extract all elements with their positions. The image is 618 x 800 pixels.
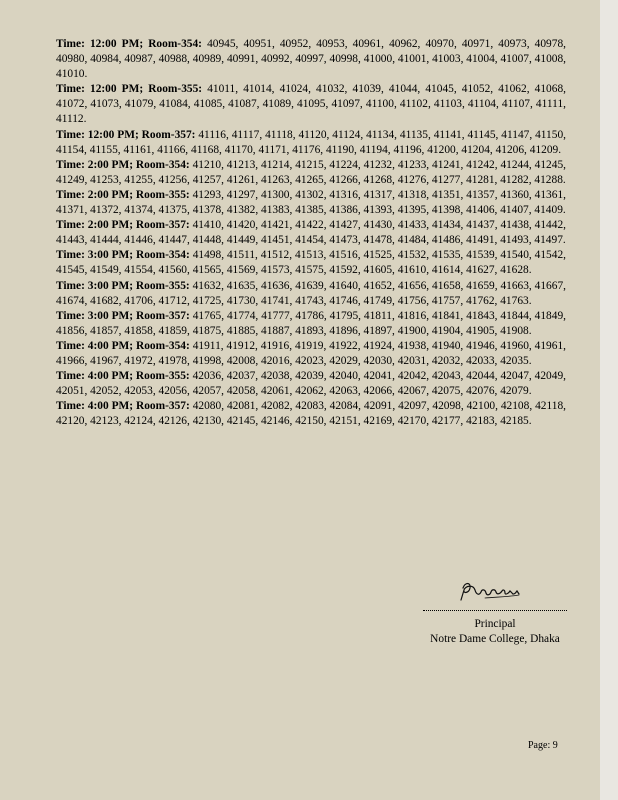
entry-roll-numbers: 40945, 40951, 40952, 40953, 40961, 40962, 40970, 40971, 40973, 40978, 40980, 40984, 40987, 40988, 40989, 40991, 40992, 40997, 40998, 41000, 41001, 41003, 41004, 41007, 41008, 41010.	[56, 38, 566, 81]
schedule-entry	[56, 279, 566, 309]
schedule-entry	[56, 218, 566, 248]
entry-roll-numbers: 41293, 41297, 41300, 41302, 41316, 41317, 41318, 41351, 41357, 41360, 41361, 41371, 41372, 41374, 41375, 41378, 41382, 41383, 41385, 41386, 41393, 41395, 41398, 41406, 41407, 41409.	[56, 188, 566, 217]
entry-roll-numbers: 41116, 41117, 41118, 41120, 41124, 41134, 41135, 41141, 41145, 41147, 41150, 41154, 41155, 41161, 41166, 41168, 41170, 41171, 41176, 41190, 41194, 41196, 41200, 41204, 41206, 41209.	[56, 128, 566, 156]
entry-roll-numbers: 41410, 41420, 41421, 41422, 41427, 41430, 41433, 41434, 41437, 41438, 41442, 41443, 41444, 41446, 41447, 41448, 41449, 41451, 41454, 41473, 41478, 41484, 41486, 41491, 41493, 41497.	[56, 219, 566, 247]
entry-roll-numbers: 42036, 42037, 42038, 42039, 42040, 42041, 42042, 42043, 42044, 42047, 42049, 42051, 42052, 42053, 42056, 42057, 42058, 42061, 42062, 42063, 42066, 42067, 42075, 42076, 42079.	[56, 370, 566, 398]
entry-heading: Time: 12:00 PM; Room-354:	[56, 38, 202, 50]
entry-heading: Time: 12:00 PM; Room-355:	[56, 83, 203, 96]
schedule-entry	[56, 188, 566, 218]
entry-roll-numbers: 41911, 41912, 41916, 41919, 41922, 41924, 41938, 41940, 41946, 41960, 41961, 41966, 41967, 41972, 41978, 41998, 42008, 42016, 42023, 42029, 42030, 42031, 42032, 42033, 42035.	[56, 339, 566, 367]
signatory-title: Principal	[474, 618, 516, 630]
schedule-entry	[56, 369, 566, 399]
entry-heading: Time: 12:00 PM; Room-357:	[56, 128, 196, 141]
signature-block	[420, 578, 570, 647]
entry-heading: Time: 4:00 PM; Room-357:	[56, 400, 190, 413]
entry-heading: Time: 2:00 PM; Room-357:	[56, 219, 190, 232]
page-number: Page: 9	[528, 740, 558, 751]
entry-roll-numbers: 41765, 41774, 41777, 41786, 41795, 41811, 41816, 41841, 41843, 41844, 41849, 41856, 41857, 41858, 41859, 41875, 41885, 41887, 41893, 41896, 41897, 41900, 41904, 41905, 41908.	[56, 309, 566, 337]
schedule-entry	[56, 248, 566, 278]
schedule-entry	[56, 37, 566, 82]
exam-seat-schedule	[56, 37, 566, 429]
handwritten-signature	[455, 578, 535, 606]
entry-roll-numbers: 41210, 41213, 41214, 41215, 41224, 41232, 41233, 41241, 41242, 41244, 41245, 41249, 41253, 41255, 41256, 41257, 41261, 41263, 41265, 41266, 41268, 41276, 41277, 41281, 41282, 41288.	[56, 158, 566, 186]
schedule-entry	[56, 399, 566, 429]
entry-heading: Time: 4:00 PM; Room-355:	[56, 370, 190, 383]
schedule-entry	[56, 82, 566, 127]
entry-heading: Time: 2:00 PM; Room-354:	[56, 158, 190, 171]
entry-roll-numbers: 41011, 41014, 41024, 41032, 41039, 41044, 41045, 41052, 41062, 41068, 41072, 41073, 41079, 41084, 41085, 41087, 41089, 41095, 41097, 41100, 41102, 41103, 41104, 41107, 41111, 41112.	[56, 83, 566, 126]
page-margin-strip	[600, 0, 618, 800]
entry-heading: Time: 2:00 PM; Room-355:	[56, 188, 190, 201]
schedule-entry	[56, 158, 566, 188]
entry-heading: Time: 3:00 PM; Room-355:	[56, 279, 190, 292]
entry-heading: Time: 3:00 PM; Room-357:	[56, 309, 190, 322]
entry-roll-numbers: 41498, 41511, 41512, 41513, 41516, 41525, 41532, 41535, 41539, 41540, 41542, 41545, 41549, 41554, 41560, 41565, 41569, 41573, 41575, 41592, 41605, 41610, 41614, 41627, 41628.	[56, 249, 566, 277]
entry-roll-numbers: 42080, 42081, 42082, 42083, 42084, 42091, 42097, 42098, 42100, 42108, 42118, 42120, 42123, 42124, 42126, 42130, 42145, 42146, 42150, 42151, 42169, 42170, 42177, 42183, 42185.	[56, 400, 566, 428]
signature-line	[423, 610, 567, 611]
signatory-institution: Notre Dame College, Dhaka	[430, 633, 560, 645]
entry-heading: Time: 4:00 PM; Room-354:	[56, 339, 190, 352]
schedule-entry	[56, 339, 566, 369]
entry-roll-numbers: 41632, 41635, 41636, 41639, 41640, 41652, 41656, 41658, 41659, 41663, 41667, 41674, 41682, 41706, 41712, 41725, 41730, 41741, 41743, 41746, 41749, 41756, 41757, 41762, 41763.	[56, 279, 566, 307]
schedule-entry	[56, 128, 566, 158]
schedule-entry	[56, 309, 566, 339]
entry-heading: Time: 3:00 PM; Room-354:	[56, 249, 190, 262]
